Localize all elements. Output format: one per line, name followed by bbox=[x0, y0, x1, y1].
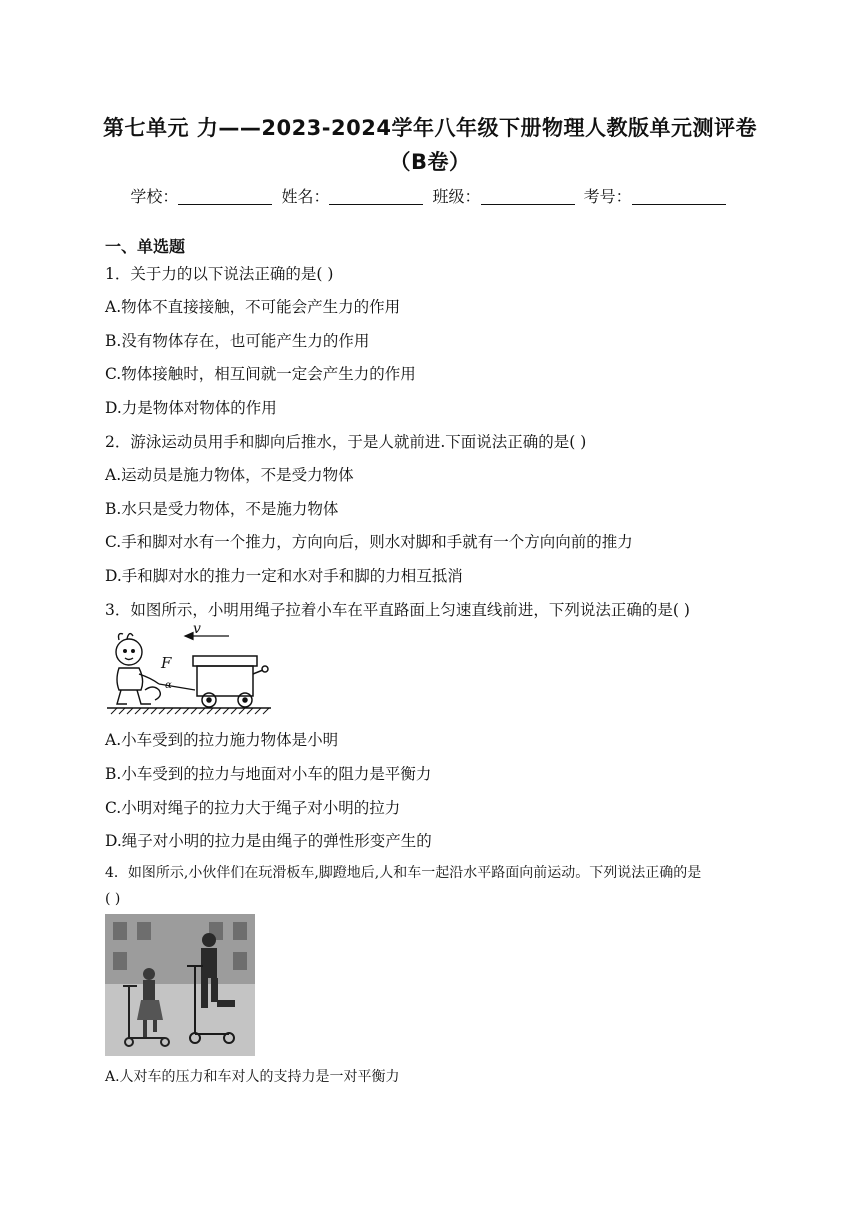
children-scooter-photo bbox=[105, 914, 255, 1056]
question-3-option-b: B.小车受到的拉力与地面对小车的阻力是平衡力 bbox=[105, 765, 432, 783]
name-label: 姓名： bbox=[281, 187, 330, 206]
question-1-option-d: D.力是物体对物体的作用 bbox=[105, 399, 277, 417]
question-1-stem: 1．关于力的以下说法正确的是( ) bbox=[105, 265, 334, 283]
force-label: F bbox=[161, 654, 172, 672]
question-1-option-b: B.没有物体存在，也可能产生力的作用 bbox=[105, 332, 370, 350]
question-4-stem: 4．如图所示,小伙伴们在玩滑板车,脚蹬地后,人和车一起沿水平路面向前运动。下列说法正确的是 bbox=[105, 865, 702, 881]
student-info-row bbox=[0, 184, 860, 207]
question-2-option-b: B.水只是受力物体，不是施力物体 bbox=[105, 500, 339, 518]
question-1-option-a: A.物体不直接接触，不可能会产生力的作用 bbox=[105, 298, 401, 316]
question-2-option-a: A.运动员是施力物体，不是受力物体 bbox=[105, 466, 354, 484]
question-2-option-d: D.手和脚对水的推力一定和水对手和脚的力相互抵消 bbox=[105, 567, 463, 585]
exam-no-blank[interactable] bbox=[632, 188, 726, 205]
section-heading: 一、单选题 bbox=[105, 237, 186, 256]
cart-illustration bbox=[193, 656, 268, 707]
page-title: 第七单元 力——2023-2024学年八年级下册物理人教版单元测评卷 bbox=[103, 116, 757, 140]
class-label: 班级： bbox=[432, 187, 481, 206]
velocity-label: v bbox=[193, 624, 201, 637]
question-4-stem-continued: ( ) bbox=[105, 891, 121, 907]
question-2-stem: 2．游泳运动员用手和脚向后推水，于是人就前进.下面说法正确的是( ) bbox=[105, 433, 587, 451]
question-1-option-c: C.物体接触时，相互间就一定会产生力的作用 bbox=[105, 365, 416, 383]
class-blank[interactable] bbox=[481, 188, 575, 205]
question-3-stem: 3．如图所示，小明用绳子拉着小车在平直路面上匀速直线前进，下列说法正确的是( ) bbox=[105, 601, 690, 619]
question-3-option-a: A.小车受到的拉力施力物体是小明 bbox=[105, 731, 339, 749]
name-blank[interactable] bbox=[329, 188, 423, 205]
question-3-option-d: D.绳子对小明的拉力是由绳子的弹性形变产生的 bbox=[105, 832, 432, 850]
question-2-option-c: C.手和脚对水有一个推力，方向向后，则水对脚和手就有一个方向向前的推力 bbox=[105, 533, 633, 551]
exam-no-label: 考号： bbox=[583, 187, 632, 206]
angle-label: α bbox=[165, 680, 172, 691]
question-3-option-c: C.小明对绳子的拉力大于绳子对小明的拉力 bbox=[105, 799, 401, 817]
school-blank[interactable] bbox=[178, 188, 272, 205]
boy-pulling-cart-figure bbox=[105, 624, 275, 716]
question-4-option-a: A.人对车的压力和车对人的支持力是一对平衡力 bbox=[105, 1069, 400, 1085]
boy-illustration bbox=[116, 634, 160, 704]
page-subtitle: （B卷） bbox=[389, 150, 471, 174]
school-label: 学校： bbox=[130, 187, 179, 206]
